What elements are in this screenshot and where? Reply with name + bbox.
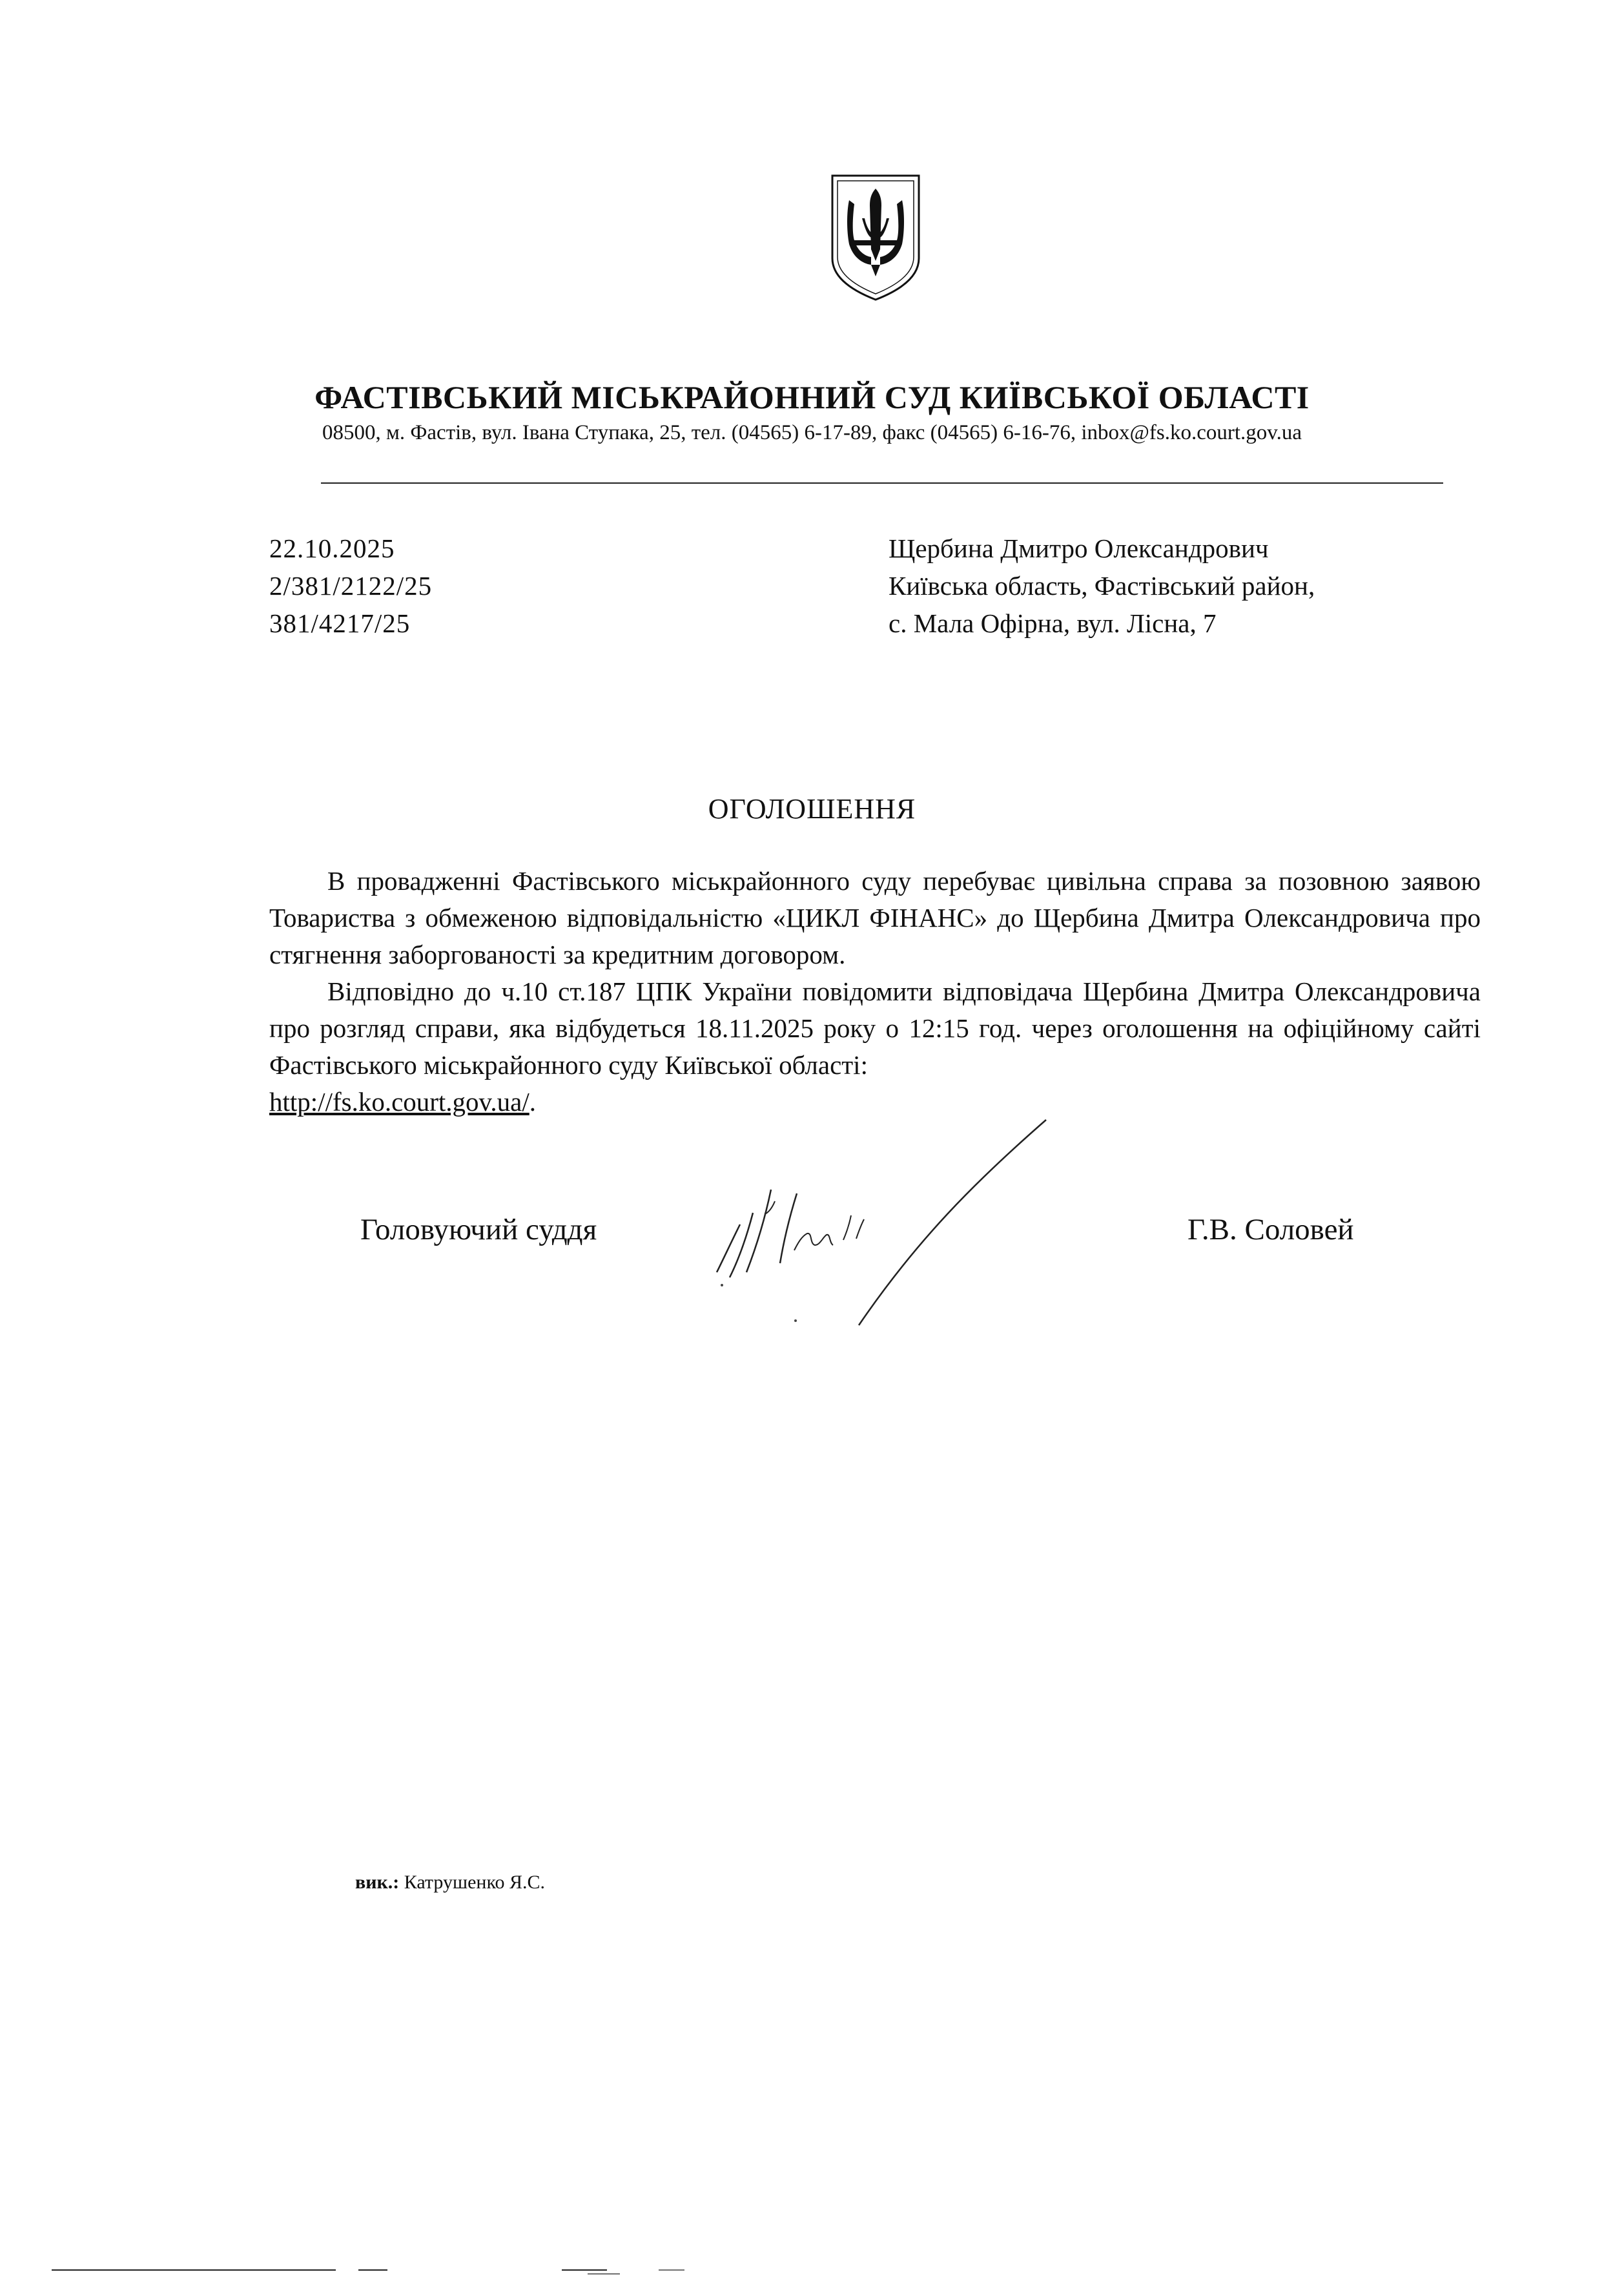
addressee-address-line1: Київська область, Фастівський район,	[889, 571, 1315, 601]
coat-of-arms-trident-icon	[828, 173, 923, 302]
body-paragraph-1: В провадженні Фастівського міськрайонного суду перебуває цивільна справа за позовною заявою Товариства з обмеженою відповідальністю «ЦИКЛ ФІНАНС» до Щербина Дмитра Олександровича про стягнення заборгованості за кредитним договором.	[269, 866, 1481, 969]
handwritten-signature	[704, 1111, 1065, 1343]
addressee-name: Щербина Дмитро Олександрович	[889, 533, 1269, 563]
addressee-address-line2: с. Мала Офірна, вул. Лісна, 7	[889, 608, 1217, 638]
proceeding-number: 381/4217/25	[269, 608, 411, 638]
document-date: 22.10.2025	[269, 533, 395, 563]
case-number: 2/381/2122/25	[269, 571, 433, 601]
scan-edge-marks	[0, 2264, 1624, 2276]
court-contacts: 08500, м. Фастів, вул. Івана Ступака, 25, тел. (04565) 6-17-89, факс (04565) 6-16-76, inbox@fs.ko.court.gov.ua	[322, 421, 1302, 444]
announcement-body	[269, 863, 1481, 1120]
addressee-block	[889, 530, 1315, 642]
body-paragraph-2	[269, 973, 1481, 1120]
document-meta	[269, 530, 432, 642]
body-paragraph-2-text: Відповідно до ч.10 ст.187 ЦПК України повідомити відповідача Щербина Дмитра Олександровича про розгляд справи, яка відбудеться 18.11.2025 року о 12:15 год. через оголошення на офіційному сайті Фастівського міськрайонного суду Київської області:	[269, 976, 1481, 1080]
court-name: ФАСТІВСЬКИЙ МІСЬКРАЙОННИЙ СУД КИЇВСЬКОЇ ОБЛАСТІ	[314, 379, 1310, 415]
announcement-title: ОГОЛОШЕННЯ	[708, 793, 916, 825]
executor-note	[355, 1870, 545, 1895]
judge-name: Г.В. Соловей	[1187, 1213, 1354, 1246]
executor-label: вик.:	[355, 1872, 400, 1893]
executor-name: Катрушенко Я.С.	[404, 1872, 546, 1893]
presiding-judge-role: Головуючий суддя	[360, 1213, 597, 1246]
header-divider	[321, 482, 1443, 484]
link-suffix: .	[529, 1087, 536, 1117]
court-website-link[interactable]: http://fs.ko.court.gov.ua/	[269, 1087, 529, 1117]
